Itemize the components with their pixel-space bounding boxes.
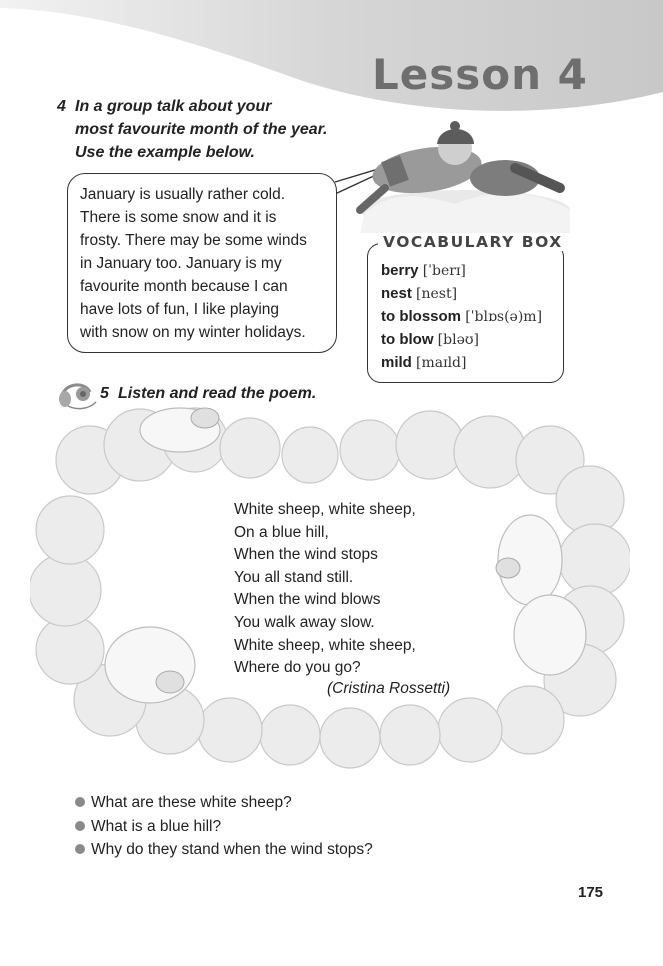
- page-title: Lesson 4: [372, 50, 588, 99]
- example-line: favourite month because I can: [80, 278, 288, 295]
- boy-in-snow-illustration: [355, 118, 575, 233]
- vocabulary-word: berry: [381, 262, 419, 279]
- vocabulary-transcription: [bləʊ]: [437, 332, 480, 348]
- vocabulary-item: [381, 354, 466, 371]
- example-line: with snow on my winter holidays.: [80, 324, 306, 341]
- poem-line: On a blue hill,: [234, 523, 329, 541]
- task-4-instruction: [57, 95, 357, 164]
- vocabulary-transcription: [maɪld]: [416, 355, 467, 371]
- vocabulary-transcription: [ˈberɪ]: [422, 263, 466, 279]
- question-item: [75, 841, 373, 859]
- task-number: 5: [100, 385, 109, 402]
- vocabulary-item: [381, 262, 466, 279]
- vocabulary-word: mild: [381, 354, 412, 371]
- poem-line: Where do you go?: [234, 659, 361, 677]
- vocabulary-word: to blow: [381, 331, 434, 348]
- question-text: What is a blue hill?: [91, 818, 222, 835]
- poem: [234, 499, 416, 680]
- poem-line: White sheep, white sheep,: [234, 636, 416, 654]
- example-line: January is usually rather cold.: [80, 186, 286, 203]
- task-number: 4: [57, 98, 66, 115]
- question-item: [75, 818, 221, 836]
- poem-line: You all stand still.: [234, 568, 354, 586]
- task-line: In a group talk about your: [75, 98, 272, 115]
- example-line: There is some snow and it is: [80, 209, 277, 226]
- task-text: Listen and read the poem.: [118, 385, 317, 402]
- vocabulary-transcription: [ˈblɒs(ə)m]: [465, 309, 543, 325]
- vocabulary-item: [381, 308, 542, 325]
- vocabulary-word: nest: [381, 285, 412, 302]
- poem-line: You walk away slow.: [234, 613, 375, 631]
- poem-line: White sheep, white sheep,: [234, 501, 416, 518]
- question-text: What are these white sheep?: [91, 794, 292, 811]
- poem-line: When the wind blows: [234, 591, 381, 609]
- vocabulary-transcription: [nest]: [416, 286, 458, 302]
- bullet-icon: [75, 797, 85, 807]
- task-line: most favourite month of the year.: [75, 121, 328, 138]
- example-line: in January too. January is my: [80, 255, 282, 272]
- example-line: have lots of fun, I like playing: [80, 301, 280, 318]
- poem-author: (Cristina Rossetti): [327, 680, 451, 697]
- vocabulary-word: to blossom: [381, 308, 462, 325]
- vocabulary-box-title: VOCABULARY BOX: [378, 233, 568, 251]
- bullet-icon: [75, 821, 85, 831]
- question-text: Why do they stand when the wind stops?: [91, 841, 373, 858]
- page-number: 175: [578, 884, 604, 901]
- bullet-icon: [75, 844, 85, 854]
- vocabulary-item: [381, 331, 479, 348]
- example-line: frosty. There may be some winds: [80, 232, 307, 249]
- vocabulary-item: [381, 285, 457, 302]
- poem-line: When the wind stops: [234, 546, 378, 564]
- example-text: [80, 183, 336, 344]
- task-line: Use the example below.: [75, 144, 255, 161]
- question-item: [75, 794, 292, 812]
